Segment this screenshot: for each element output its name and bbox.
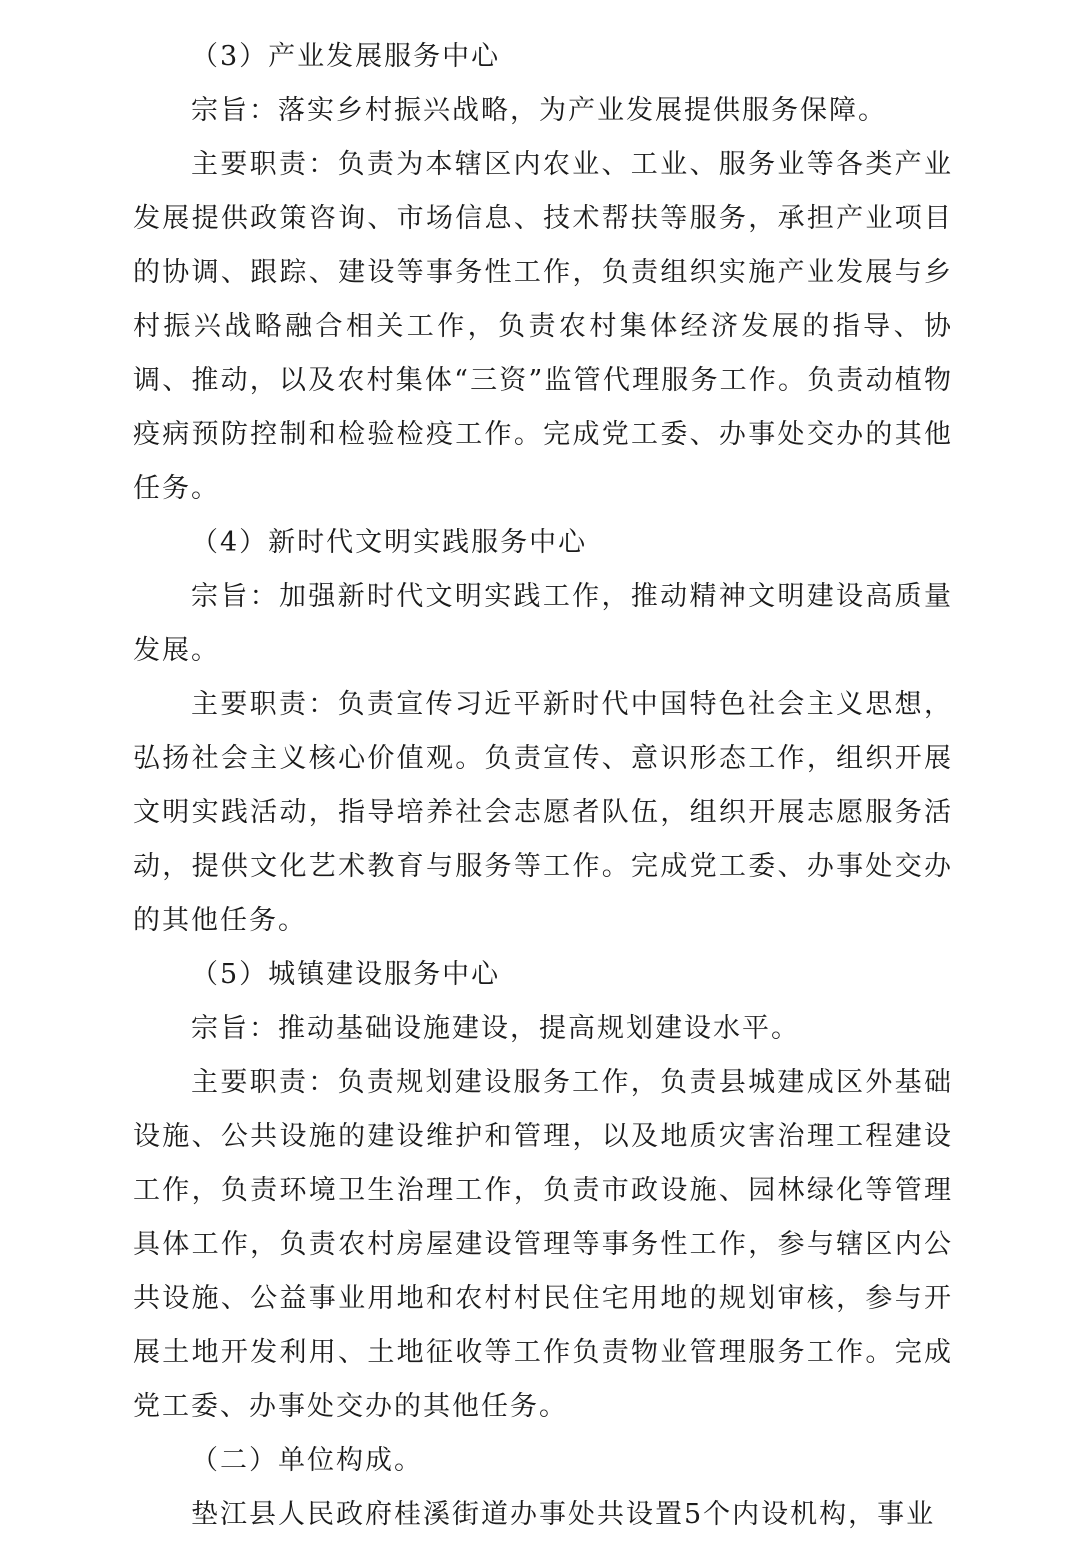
section-5-duties: 主要职责：负责规划建设服务工作，负责县城建成区外基础设施、公共设施的建设维护和管理，以及地质灾害治理工程建设工作，负责环境卫生治理工作，负责市政设施、园林绿化等管理具体工作，负责农村房屋建设管理等事务性工作，参与辖区内公共设施、公益事业用地和农村村民住宅用地的规划审核，参与开展土地开发利用、土地征收等工作负责物业管理服务工作。完成党工委、办事处交办的其他任务。 — [133, 1067, 953, 1422]
section-3-duties: 主要职责：负责为本辖区内农业、工业、服务业等各类产业发展提供政策咨询、市场信息、技术帮扶等服务，承担产业项目的协调、跟踪、建设等事务性工作，负责组织实施产业发展与乡村振兴战略融合相关工作，负责农村集体经济发展的指导、协调、推动，以及农村集体“三资”监管代理服务工作。负责动植物疫病预防控制和检验检疫工作。完成党工委、办事处交办的其他任务。 — [133, 149, 953, 504]
section-5-purpose: 宗旨：推动基础设施建设，提高规划建设水平。 — [191, 1013, 800, 1044]
section-5-heading: （5）城镇建设服务中心 — [191, 959, 501, 990]
section-4-duties: 主要职责：负责宣传习近平新时代中国特色社会主义思想，弘扬社会主义核心价值观。负责宣传、意识形态工作，组织开展文明实践活动，指导培养社会志愿者队伍，组织开展志愿服务活动，提供文化艺术教育与服务等工作。完成党工委、办事处交办的其他任务。 — [133, 689, 953, 936]
unit-composition-heading: （二）单位构成。 — [191, 1445, 423, 1476]
unit-composition-text: 垫江县人民政府桂溪街道办事处共设置5个内设机构，事业 — [191, 1499, 936, 1530]
section-3-purpose: 宗旨：落实乡村振兴战略，为产业发展提供服务保障。 — [191, 95, 887, 126]
section-3-heading: （3）产业发展服务中心 — [191, 41, 501, 72]
section-4-heading: （4）新时代文明实践服务中心 — [191, 527, 588, 558]
section-4-purpose: 宗旨：加强新时代文明实践工作，推动精神文明建设高质量发展。 — [133, 581, 953, 666]
document-body — [133, 30, 953, 1542]
